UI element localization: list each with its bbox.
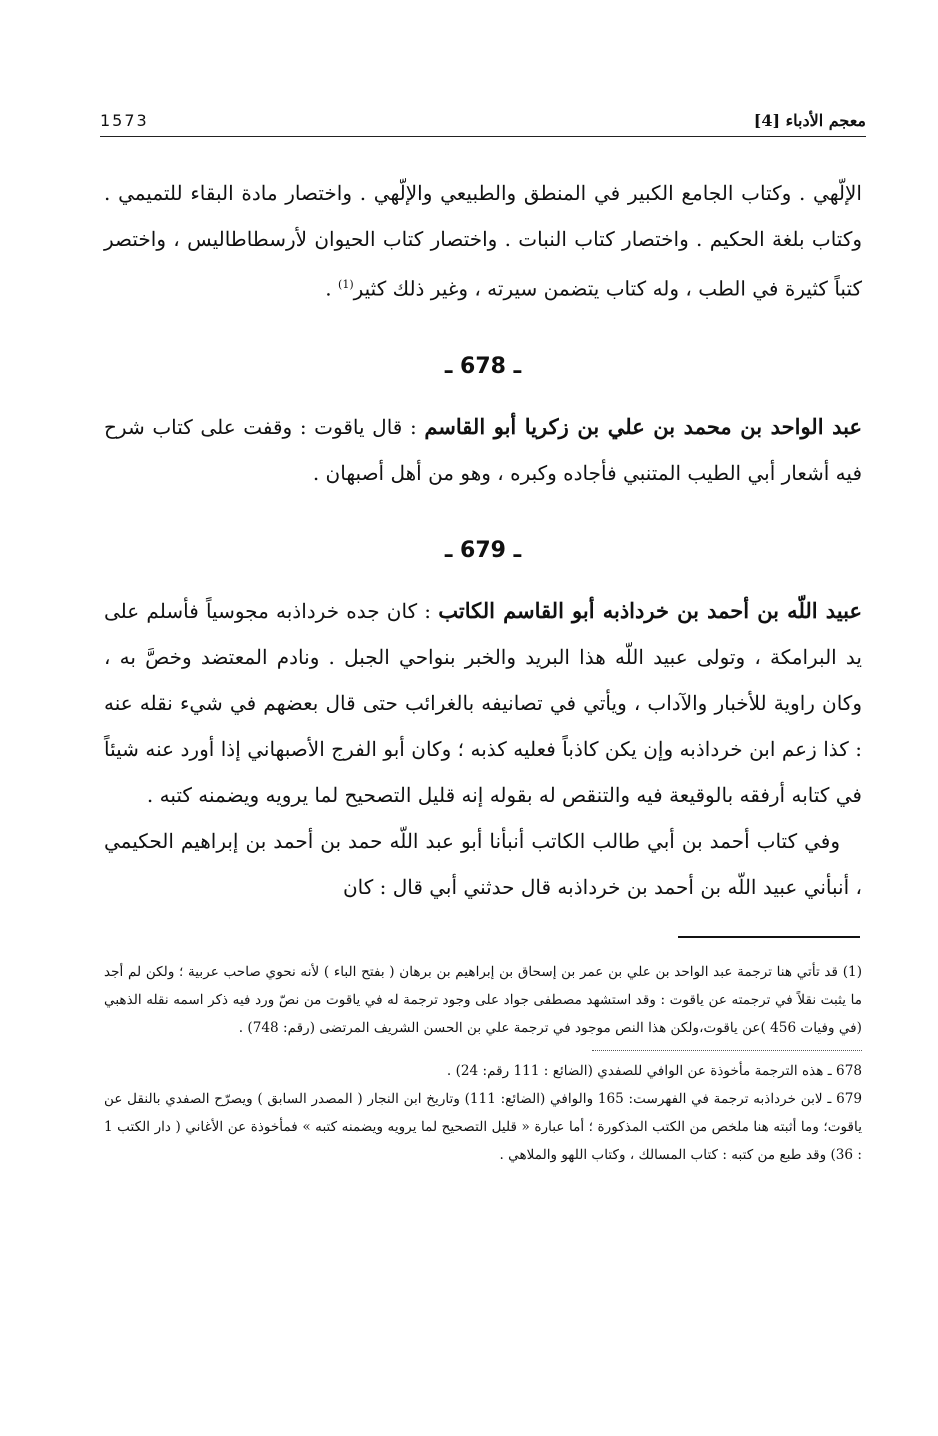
entry-678-name: عبد الواحد بن محمد بن علي بن زكريا أبو القاسم [424,413,862,439]
entry-678-text: : قال ياقوت : وقفت على كتاب شرح فيه أشعار أبي الطيب المتنبي فأجاده وكبره ، وهو من أهل أصبهان . [104,414,862,485]
entry-679-text: : كان جده خرداذبه مجوسياً فأسلم على يد البرامكة ، وتولى عبيد اللّه هذا البريد والخبر بنواحي الجبل . ونادم المعتضد وخصَّ به ، وكان راوية للأخبار والآداب ، ويأتي في تصانيفه بالغرائب حتى قال بعضهم في شيء نقله عنه : كذا زعم ابن خرداذبه وإن يكن كاذباً فعليه كذبه ؛ وكان أبو الفرج الأصبهاني إذا أورد عنه شيئاً في كتابه أرفقه بالوقيعة فيه والتنقص له بقوله إنه قليل التصحيح لما يرويه ويضمنه كتبه . [104,598,862,807]
intro-paragraph [104,170,862,312]
footnotes [104,958,862,1169]
intro-text: الإلّهي . وكتاب الجامع الكبير في المنطق والطبيعي والإلّهي . واختصار مادة البقاء للتميمي . وكتاب بلغة الحكيم . واختصار كتاب النبات . واختصار كتاب الحيوان لأرسطاطاليس ، واختصر كتباً كثيرة في الطب ، وله كتاب يتضمن سيرته ، وغير ذلك كثير [104,181,862,301]
entry-678-paragraph [104,404,862,496]
entry-679-name: عبيد اللّه بن أحمد بن خرداذبه أبو القاسم الكاتب [438,597,862,623]
page-number: 1573 [100,111,149,130]
dotted-divider [592,1050,862,1051]
footnote-678: 678 ـ هذه الترجمة مأخوذة عن الوافي للصفدي (الضائع : 111 رقم: 24) . [446,1063,862,1079]
intro-end: . [325,276,339,301]
entry-number-679: ـ 679 ـ [444,537,522,563]
footnote-rule [678,936,860,938]
main-text [104,170,862,910]
entry-679-paragraph [104,588,862,818]
footnote-ref-1: (1) [338,278,354,291]
header-rule [100,136,866,137]
footnote-679: 679 ـ لابن خرداذبه ترجمة في الفهرست: 165 والوافي (الضائع: 111) وتاريخ ابن النجار ( المصدر السابق ) ويصرّح الصفدي بالنقل عن ياقوت؛ وما أثبته هنا ملخص من الكتب المذكورة ؛ أما عبارة « قليل التصحيح لما يرويه ويضمنه كتبه » فمأخوذة عن الأغاني ( دار الكتب 1 : 36) وقد طبع من كتبه : كتاب المسالك ، وكتاب اللهو والملاهي . [104,1091,863,1163]
running-title: معجم الأدباء [4] [753,111,866,130]
footnote-1: (1) قد تأتي هنا ترجمة عبد الواحد بن علي بن عمر بن إسحاق بن إبراهيم بن برهان ( بفتح الباء ) لأنه نحوي صاحب عربية ؛ ولكن لم أجد ما يثبت نقلاً في ترجمته عن ياقوت : وقد استشهد مصطفى جواد على وجود ترجمة له في ياقوت من نصّ ورد فيه ذكر اسمه نقله الذهبي (في وفيات 456 )عن ياقوت،ولكن هذا النص موجود في ترجمة علي بن الحسن الشريف المرتضى (رقم: 748) . [104,964,862,1036]
page-header [100,100,866,130]
entry-679-continuation: وفي كتاب أحمد بن أبي طالب الكاتب أنبأنا أبو عبد اللّه حمد بن أحمد بن إبراهيم الحكيمي ، أنبأني عبيد اللّه بن أحمد بن خرداذبه قال حدثني أبي قال : كان [104,828,862,899]
entry-number-678: ـ 678 ـ [444,353,522,379]
